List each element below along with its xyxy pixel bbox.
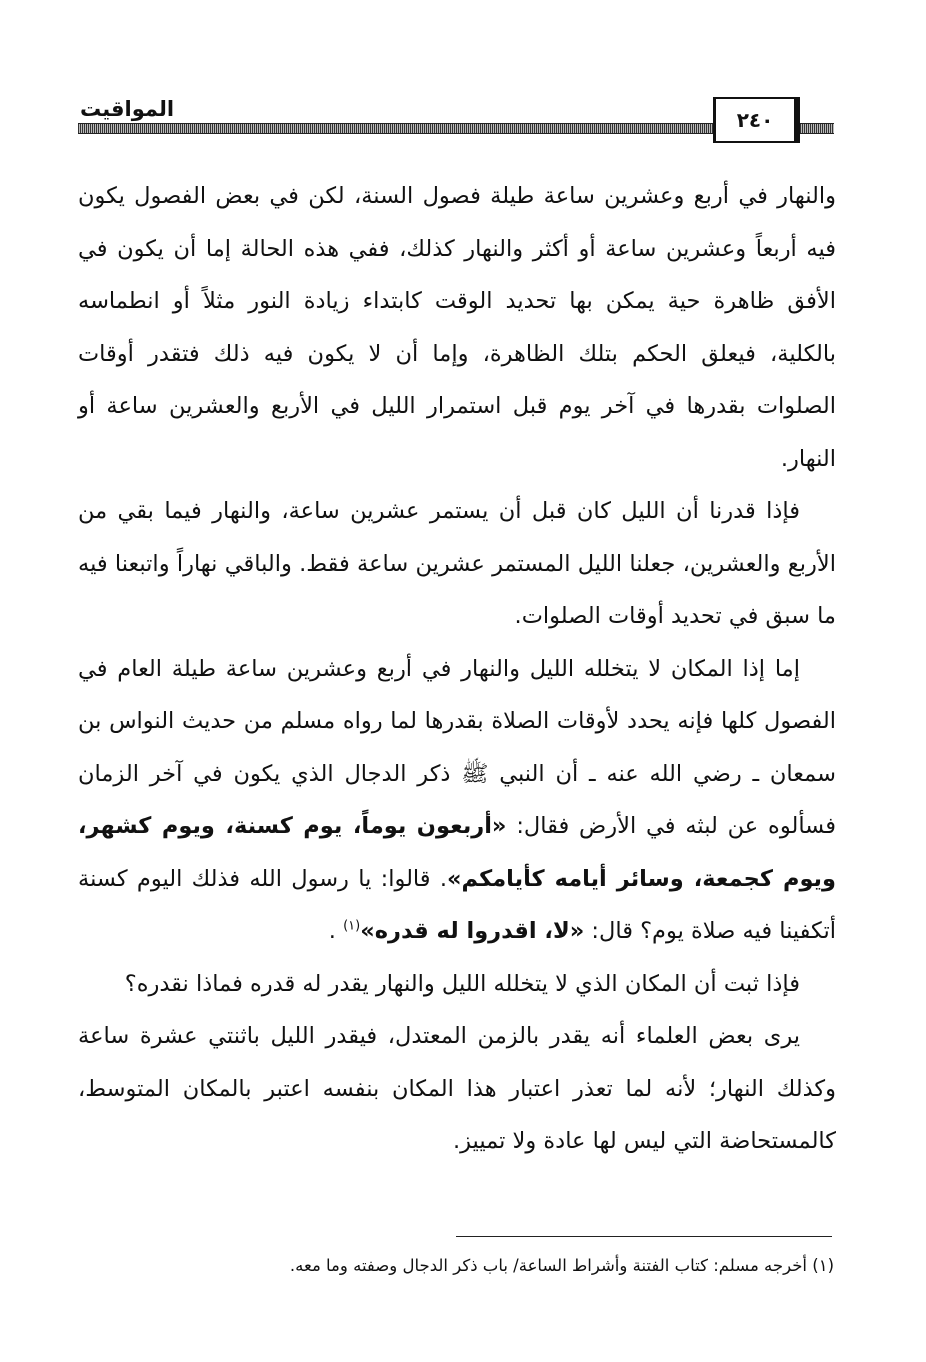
paragraph-3 xyxy=(78,643,836,958)
paragraph-3-middle: . قالوا: يا رسول الله فذلك اليوم كسنة أتكفينا فيه صلاة يوم؟ قال: xyxy=(78,865,836,944)
paragraph-3-intro: إما إذا المكان لا يتخلله الليل والنهار في أربع وعشرين ساعة طيلة العام في الفصول كلها فإنه يحدد لأوقات الصلاة بقدرها لما رواه مسلم من حديث النواس بن سمعان ـ رضي الله عنه ـ أن النبي ﷺ ذكر الدجال الذي يكون في آخر الزمان فسألوه عن لبثه في الأرض فقال: xyxy=(78,655,837,839)
hadith-quote-2: «لا، اقدروا له قدره» xyxy=(360,918,585,944)
main-text xyxy=(78,170,836,1168)
paragraph-4: فإذا ثبت أن المكان الذي لا يتخلله الليل والنهار يقدر له قدره فماذا نقدره؟ xyxy=(124,970,800,997)
paragraph-3-end: . xyxy=(328,918,336,944)
page-number: ٢٤٠ xyxy=(713,97,800,143)
paragraph-1: والنهار في أربع وعشرين ساعة طيلة فصول السنة، لكن في بعض الفصول يكون فيه أربعاً وعشرين ساعة أو أكثر والنهار كذلك، ففي هذه الحالة إما أن يكون في الأفق ظاهرة حية يمكن بها تحديد الوقت كابتداء زيادة النور مثلاً أو انطماسه بالكلية، فيعلق الحكم بتلك الظاهرة، وإما أن لا يكون فيه ذلك فتقدر أوقات الصلوات بقدرها في آخر يوم قبل استمرار الليل في الأربع والعشرين ساعة أو النهار. xyxy=(78,183,836,472)
paragraph-5: يرى بعض العلماء أنه يقدر بالزمن المعتدل، فيقدر الليل باثنتي عشرة ساعة وكذلك النهار؛ لأنه لما تعذر اعتبار هذا المكان بنفسه اعتبر بالمكان المتوسط، كالمستحاضة التي ليس لها عادة ولا تمييز. xyxy=(78,1023,836,1154)
page-header xyxy=(78,95,834,147)
footnote-separator xyxy=(456,1236,832,1237)
paragraph-2: فإذا قدرنا أن الليل كان قبل أن يستمر عشرين ساعة، والنهار فيما بقي من الأربع والعشرين، جعلنا الليل المستمر عشرين ساعة فقط. والباقي نهاراً واتبعنا فيه ما سبق في تحديد أوقات الصلوات. xyxy=(78,498,836,629)
hadith-quote-1: «أربعون يوماً، يوم كسنة، ويوم كشهر، ويوم كجمعة، وسائر أيامه كأيامكم» xyxy=(78,813,836,892)
footnote: (١) أخرجه مسلم: كتاب الفتنة وأشراط الساعة/ باب ذكر الدجال وصفته وما معه. xyxy=(289,1256,834,1275)
chapter-title: المواقيت xyxy=(80,97,175,121)
footnote-reference[interactable]: (١) xyxy=(343,918,361,934)
